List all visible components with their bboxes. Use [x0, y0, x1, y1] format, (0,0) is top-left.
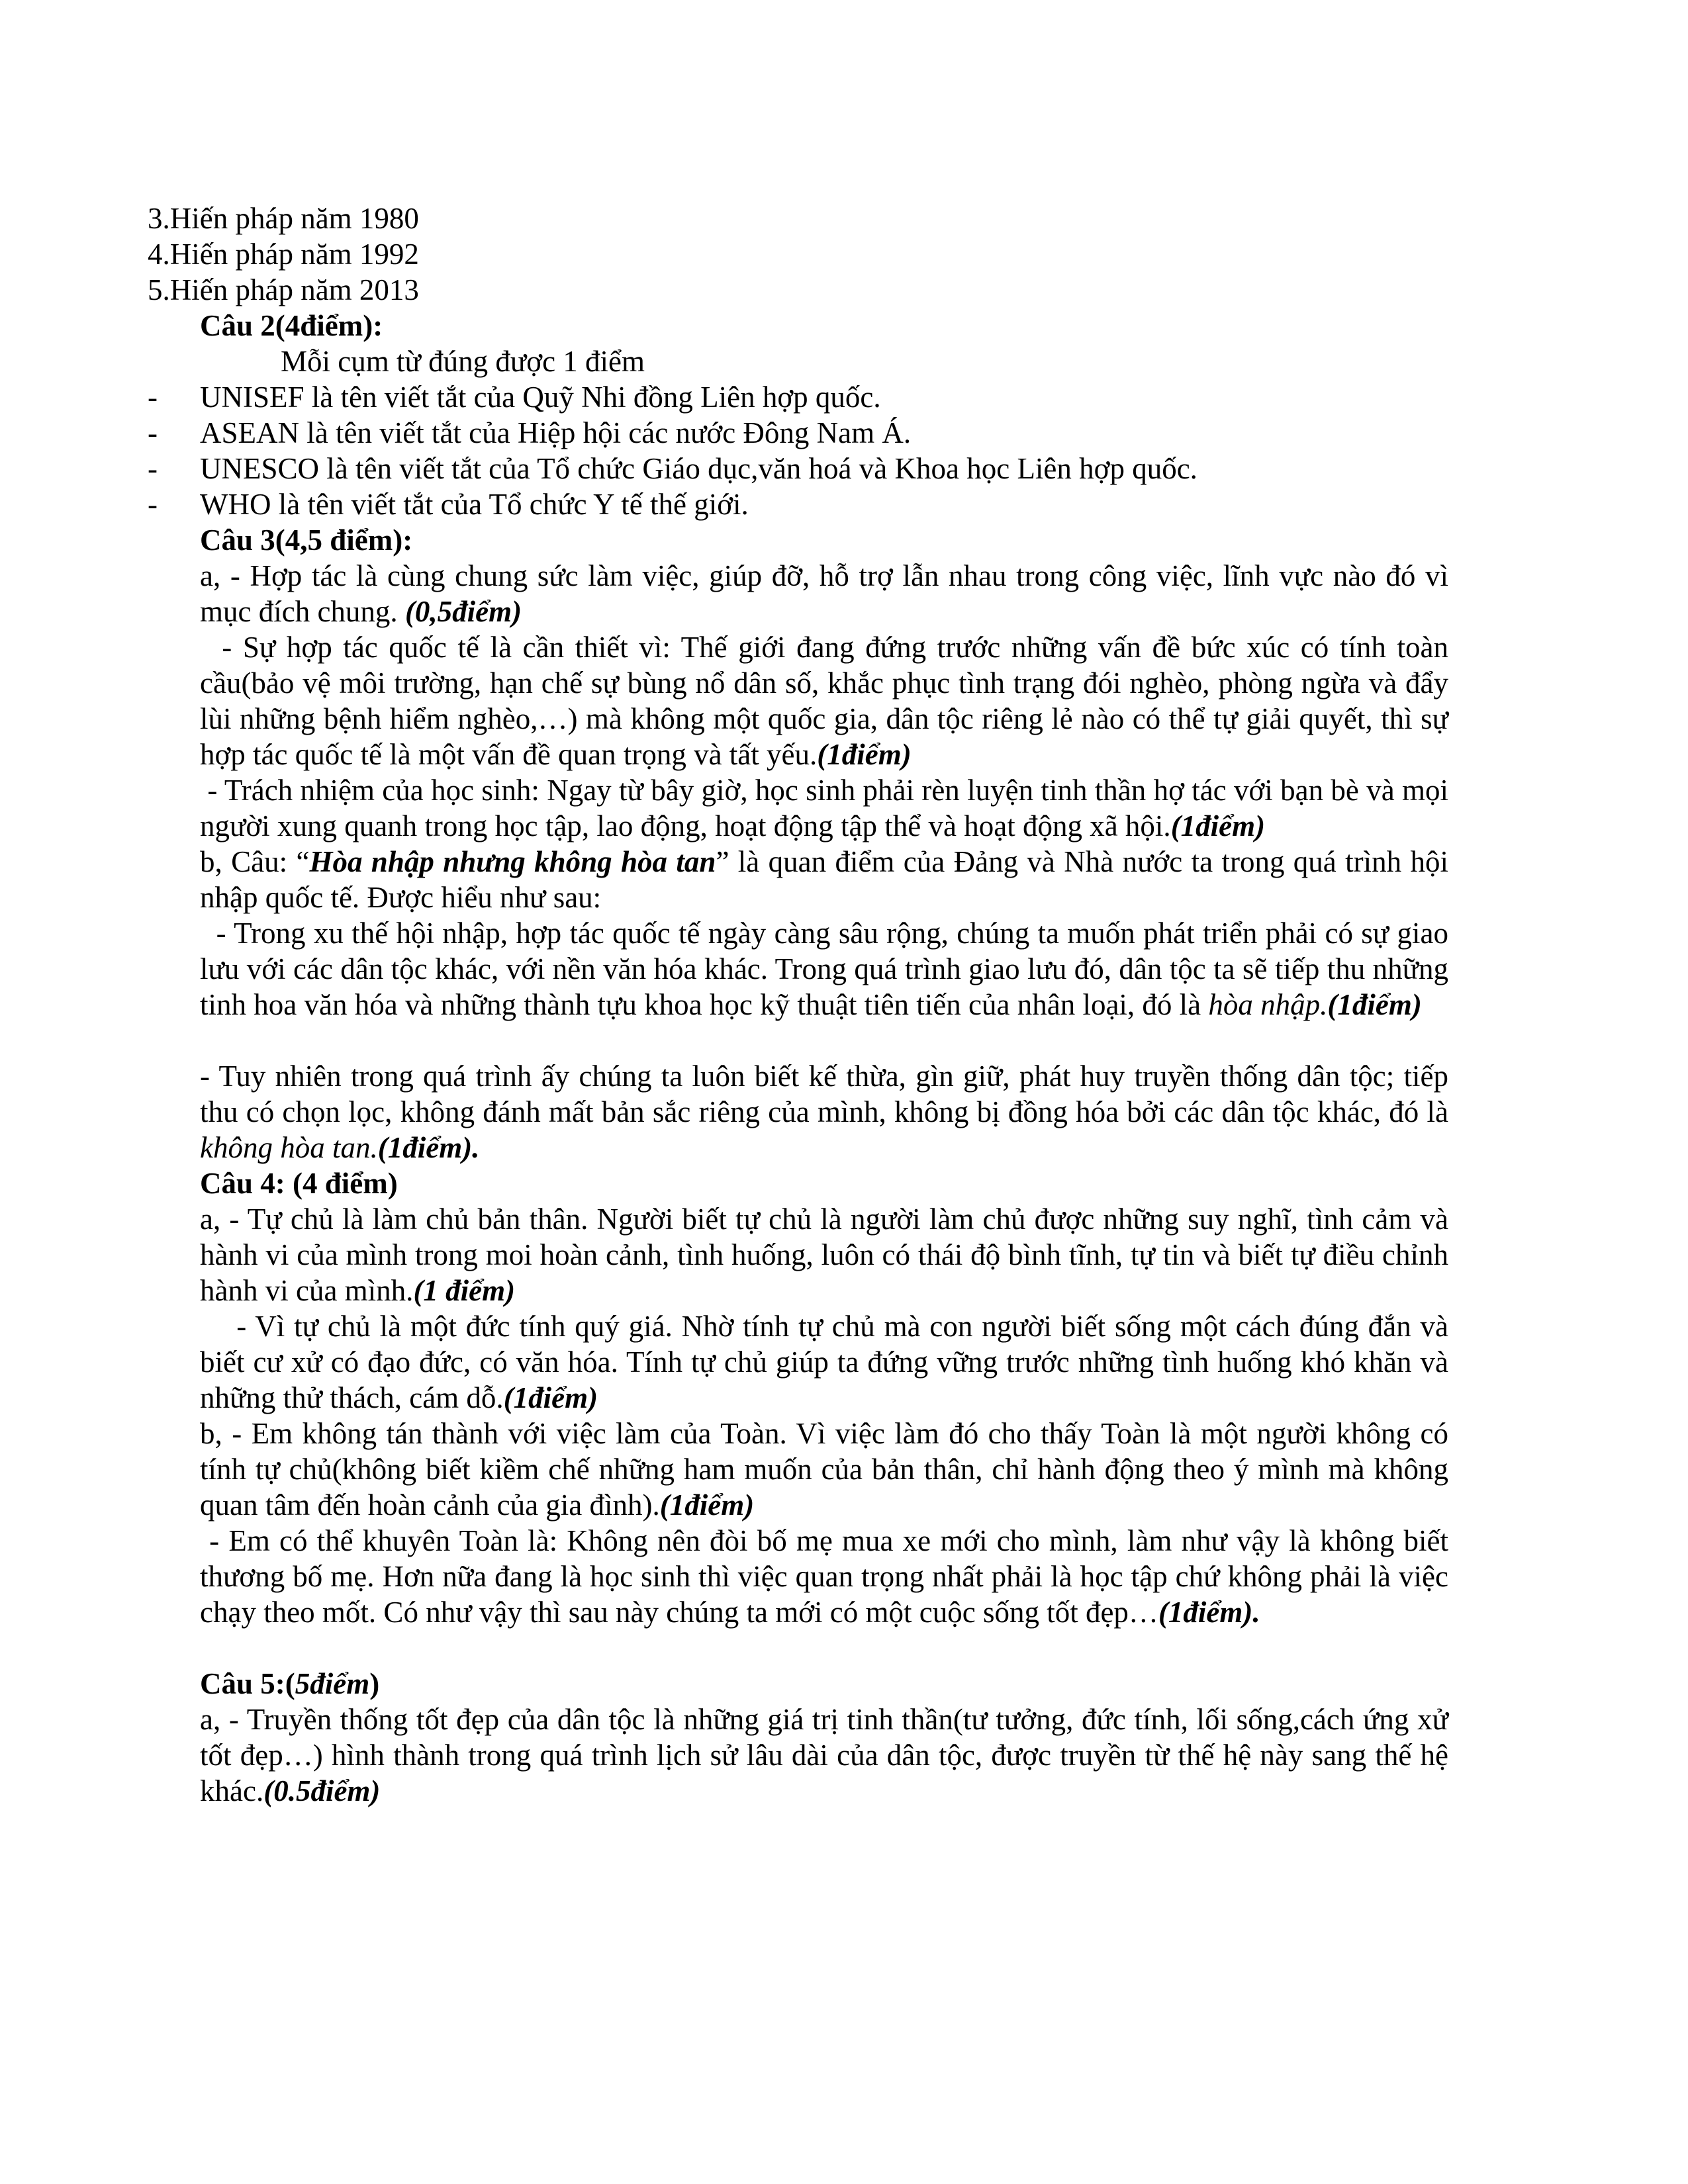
paragraph-text: a, - Hợp tác là cùng chung sức làm việc, giúp đỡ, hỗ trợ lẫn nhau trong công việc, lĩnh vực nào đó vì mục đích chung. [200, 559, 1448, 628]
constitution-list-item: 3.Hiến pháp năm 1980 [148, 202, 419, 235]
question-3-part-a-definition [200, 558, 1448, 629]
question-3-part-b-integration [200, 915, 1456, 1023]
question-4-part-b-opinion [200, 1416, 1448, 1523]
question-3-part-a-necessity [200, 629, 1456, 772]
paragraph-text: - Vì tự chủ là một đức tính quý giá. Nhờ tính tự chủ mà con người biết sống một cách đúng đắn và biết cư xử có đạo đức, có văn hóa. Tính tự chủ giúp ta đứng vững trước những tình huống khó khăn và những thử thách, cám dỗ. [200, 1310, 1456, 1414]
question-5-heading [200, 1666, 379, 1702]
question-5-part-a-definition [200, 1702, 1448, 1809]
heading-text: ) [369, 1667, 380, 1700]
emphasis-text: không hòa tan. [200, 1131, 378, 1164]
score-label: (1điểm) [659, 1488, 755, 1522]
paragraph-text: - Tuy nhiên trong quá trình ấy chúng ta luôn biết kế thừa, gìn giữ, phát huy truyền thống dân tộc; tiếp thu có chọn lọc, không đánh mất bản sắc riêng của mình, không bị đồng hóa bởi các dân tộc khác, đó là [200, 1060, 1448, 1128]
question-2-heading: Câu 2(4điểm): [200, 309, 383, 342]
question-2-answer-item [148, 486, 749, 522]
question-3-part-b-intro [200, 844, 1448, 915]
paragraph-text: b, Câu: “ [200, 845, 310, 878]
question-4-part-b-advice [200, 1523, 1456, 1630]
question-3-heading: Câu 3(4,5 điểm): [200, 523, 413, 557]
paragraph-text: - Trách nhiệm của học sinh: Ngay từ bây giờ, học sinh phải rèn luyện tinh thần hợ tác với bạn bè và mọi người xung quanh trong học tập, lao động, hoạt động tập thể và hoạt động xã hội. [200, 774, 1456, 842]
score-label: (0.5điểm) [263, 1774, 381, 1807]
paragraph-text: a, - Truyền thống tốt đẹp của dân tộc là những giá trị tinh thần(tư tưởng, đức tính, lối sống,cách ứng xử tốt đẹp…) hình thành trong quá trình lịch sử lâu dài của dân tộc, được truyền từ thế hệ này sang thế hệ khác. [200, 1703, 1448, 1807]
paragraph-text: - Em có thể khuyên Toàn là: Không nên đòi bố mẹ mua xe mới cho mình, làm như vậy là không biết thương bố mẹ. Hơn nữa đang là học sinh thì việc quan trọng nhất phải là học tập chứ không phải là việc chạy theo mốt. Có như vậy thì sau này chúng ta mới có một cuộc sống tốt đẹp… [200, 1524, 1456, 1629]
question-2-answer-item [148, 415, 911, 451]
paragraph-text: b, - Em không tán thành với việc làm của Toàn. Vì việc làm đó cho thấy Toàn là một người không có tính tự chủ(không biết kiềm chế những ham muốn của bản thân, chỉ hành động theo ý mình mà không quan tâm đến hoàn cảnh của gia đình). [200, 1417, 1448, 1522]
score-label: (1điểm) [1170, 809, 1266, 842]
answer-text: UNISEF là tên viết tắt của Quỹ Nhi đồng Liên hợp quốc. [200, 381, 881, 414]
question-4-heading: Câu 4: (4 điểm) [200, 1167, 398, 1200]
dash-marker: - [148, 416, 158, 449]
score-label: (1điểm). [377, 1131, 480, 1164]
emphasis-text: hòa nhập. [1208, 988, 1328, 1021]
constitution-list-item: 4.Hiến pháp năm 1992 [148, 238, 419, 271]
score-label: (1điểm) [1327, 988, 1422, 1021]
score-label: (1 điểm) [413, 1274, 516, 1307]
question-2-answer-item [148, 451, 1197, 486]
dash-marker: - [148, 381, 158, 414]
score-label: (1điểm). [1158, 1596, 1260, 1629]
dash-marker: - [148, 452, 158, 485]
question-4-part-a-definition [200, 1201, 1448, 1308]
dash-marker: - [148, 488, 158, 521]
paragraph-text: ” là quan điểm của Đảng và Nhà nước ta trong quá trình hội nhập quốc tế. Được hiểu như sau: [200, 845, 1448, 914]
paragraph-text: - Sự hợp tác quốc tế là cần thiết vì: Thế giới đang đứng trước những vấn đề bức xúc có tính toàn cầu(bảo vệ môi trường, hạn chế sự bùng nổ dân số, khắc phục tình trạng đói nghèo, phòng ngừa và đẩy lùi những bệnh hiểm nghèo,…) mà không một quốc gia, dân tộc riêng lẻ nào có thể tự giải quyết, thì sự hợp tác quốc tế là một vấn đề quan trọng và tất yếu. [200, 631, 1456, 771]
answer-text: WHO là tên viết tắt của Tổ chức Y tế thế giới. [200, 488, 749, 521]
answer-text: UNESCO là tên viết tắt của Tổ chức Giáo dục,văn hoá và Khoa học Liên hợp quốc. [200, 452, 1197, 485]
question-3-part-a-responsibility [200, 772, 1456, 844]
question-3-part-b-preservation [200, 1058, 1448, 1165]
heading-text: Câu 5:( [200, 1667, 295, 1700]
question-2-intro: Mỗi cụm từ đúng được 1 điểm [281, 345, 645, 378]
constitution-list-item: 5.Hiến pháp năm 2013 [148, 273, 419, 306]
answer-text: ASEAN là tên viết tắt của Hiệp hội các nước Đông Nam Á. [200, 416, 912, 449]
score-label: (0,5điểm) [404, 595, 522, 628]
paragraph-text: a, - Tự chủ là làm chủ bản thân. Người biết tự chủ là người làm chủ được những suy nghĩ, tình cảm và hành vi của mình trong moi hoàn cảnh, tình huống, luôn có thái độ bình tĩnh, tự tin và biết tự điều chỉnh hành vi của mình. [200, 1203, 1448, 1307]
question-2-answer-item [148, 379, 881, 415]
heading-score: 5điểm [295, 1667, 370, 1700]
paragraph-text: - Trong xu thế hội nhập, hợp tác quốc tế ngày càng sâu rộng, chúng ta muốn phát triển phải có sự giao lưu với các dân tộc khác, với nền văn hóa khác. Trong quá trình giao lưu đó, dân tộc ta sẽ tiếp thu những tinh hoa văn hóa và những thành tựu khoa học kỹ thuật tiên tiến của nhân loại, đó là [200, 917, 1456, 1021]
score-label: (1điểm) [503, 1381, 598, 1414]
quote-text: Hòa nhập nhưng không hòa tan [309, 845, 716, 878]
score-label: (1điểm) [817, 738, 912, 771]
question-4-part-a-value [200, 1308, 1456, 1416]
